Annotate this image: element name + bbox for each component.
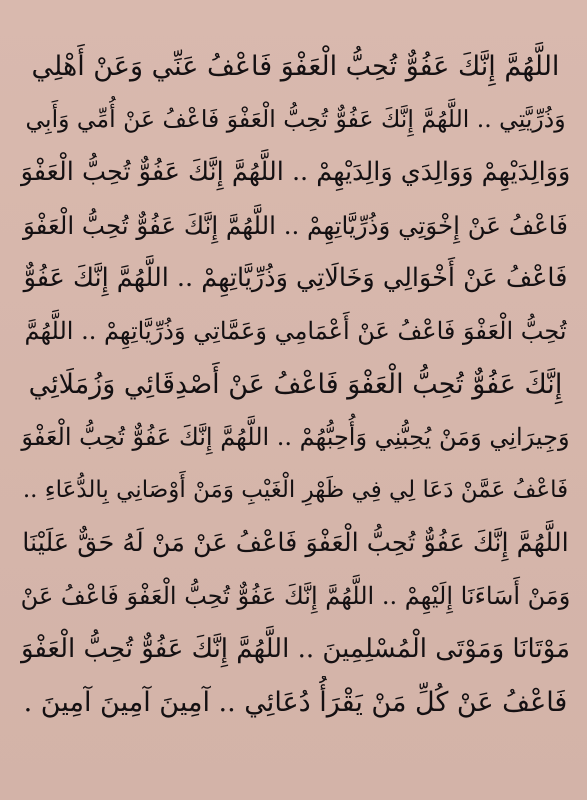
- dua-line-4: فَاعْفُ عَنْ إِخْوَتِي وَذُرِّيَّاتِهِمْ .. اللَّهُمَّ إِنَّكَ عَفُوٌّ تُحِبُّ الْعَفْوَ: [23, 211, 568, 240]
- dua-line-10: اللَّهُمَّ إِنَّكَ عَفُوٌّ تُحِبُّ الْعَفْوَ فَاعْفُ عَنْ مَنْ لَهُ حَقٌّ عَلَيْنَا: [22, 528, 569, 558]
- dua-line-8: وَجِيرَانِي وَمَنْ يُحِبُّنِي وَأُحِبُّهُمْ .. اللَّهُمَّ إِنَّكَ عَفُوٌّ تُحِبُّ الْعَفْوَ: [21, 423, 570, 451]
- dua-text-block: [20, 40, 571, 729]
- dua-line-13: فَاعْفُ عَنْ كُلِّ مَنْ يَقْرَأُ دُعَائِي .. آمِينَ آمِينَ آمِينَ .: [23, 687, 568, 718]
- dua-line-2: وَذُرِّيَّتِي .. اللَّهُمَّ إِنَّكَ عَفُوٌّ تُحِبُّ الْعَفْوَ فَاعْفُ عَنْ أُمِّي وَأَبِي: [25, 105, 566, 133]
- dua-line-11: وَمَنْ أَسَاءَنَا إِلَيْهِمْ .. اللَّهُمَّ إِنَّكَ عَفُوٌّ تُحِبُّ الْعَفْوَ فَاعْفُ عَنْ: [20, 582, 571, 610]
- dua-line-5: فَاعْفُ عَنْ أَخْوَالِي وَخَالَاتِي وَذُرِّيَّاتِهِمْ .. اللَّهُمَّ إِنَّكَ عَفُوٌّ: [23, 263, 568, 293]
- dua-line-1: اللَّهُمَّ إِنَّكَ عَفُوٌّ تُحِبُّ الْعَفْوَ فَاعْفُ عَنِّي وَعَنْ أَهْلِي: [31, 51, 560, 82]
- dua-line-12: مَوْتَانَا وَمَوْتَى الْمُسْلِمِينَ .. اللَّهُمَّ إِنَّكَ عَفُوٌّ تُحِبُّ الْعَفْوَ: [20, 634, 571, 664]
- dua-line-9: فَاعْفُ عَمَّنْ دَعَا لِي فِي ظَهْرِ الْغَيْبِ وَمَنْ أَوْصَانِي بِالدُّعَاءِ ..: [22, 477, 569, 503]
- dua-line-6: تُحِبُّ الْعَفْوَ فَاعْفُ عَنْ أَعْمَامِي وَعَمَّاتِي وَذُرِّيَّاتِهِمْ .. اللَّهُمَّ: [24, 317, 567, 345]
- dua-line-7: إِنَّكَ عَفُوٌّ تُحِبُّ الْعَفْوَ فَاعْفُ عَنْ أَصْدِقَائِي وَزُمَلَائِي: [28, 369, 563, 400]
- dua-line-3: وَوَالِدَيْهِمْ وَوَالِدَي وَالِدَيْهِمْ .. اللَّهُمَّ إِنَّكَ عَفُوٌّ تُحِبُّ الْعَفْوَ: [20, 157, 571, 187]
